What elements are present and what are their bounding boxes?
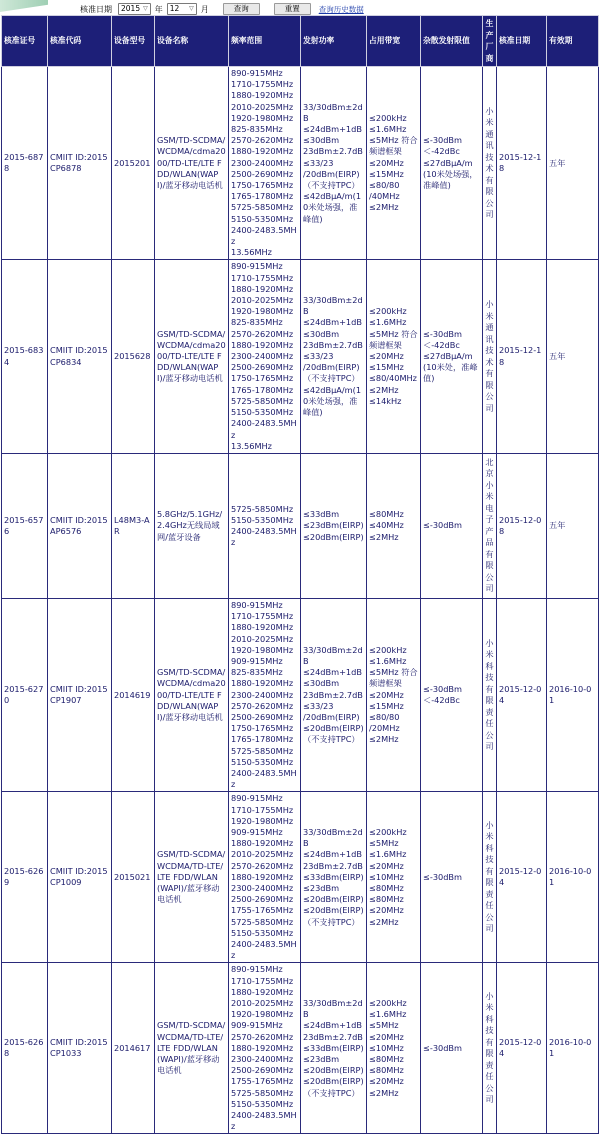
query-button[interactable]: 查询	[223, 3, 260, 15]
filter-bar	[80, 2, 364, 16]
cell-freq: 5725-5850MHz 5150-5350MHz 2400-2483.5MHz	[229, 453, 301, 598]
cell-name: GSM/TD-SCDMA/WCDMA/cdma2000/TD-LTE/LTE FDD/WLAN(WAPI)/蓝牙移动电话机	[155, 67, 229, 260]
cell-freq: 890-915MHz 1710-1755MHz 1880-1920MHz 2010-2025MHz 1920-1980MHz 909-915MHz 825-835MHz 1880-1920MHz 2300-2400MHz 2570-2620MHz 2500-2690MHz 1750-1765MHz 1765-1780MHz 5725-5850MHz 5150-5350MHz 2400-2483.5MHz	[229, 598, 301, 791]
cell-power: 33/30dBm±2dB ≤24dBm+1dB ≤30dBm 23dBm±2.7dB ≤33/23 /20dBm(EIRP) （不支持TPC） ≤42dBμA/m(10米处场强，准峰值)	[301, 67, 367, 260]
cell-cert: 2015-6834	[2, 260, 48, 453]
cell-code: CMIIT ID:2015CP1907	[48, 598, 112, 791]
approval-table	[1, 15, 599, 1134]
cell-name: 5.8GHz/5.1GHz/2.4GHz无线局域网/蓝牙设备	[155, 453, 229, 598]
chevron-down-icon: ▽	[143, 5, 148, 12]
cell-valid: 2016-10-01	[547, 792, 599, 963]
cell-code: CMIIT ID:2015AP6576	[48, 453, 112, 598]
header-spur: 杂散发射限值	[421, 16, 483, 67]
cell-freq: 890-915MHz 1710-1755MHz 1880-1920MHz 2010-2025MHz 1920-1980MHz 825-835MHz 2570-2620MHz 1880-1920MHz 2300-2400MHz 2500-2690MHz 1750-1765MHz 1765-1780MHz 5725-5850MHz 5150-5350MHz 2400-2483.5MHz 13.56MHz	[229, 67, 301, 260]
cell-maker: 小米科技有限责任公司	[483, 963, 497, 1134]
header-freq: 频率范围	[229, 16, 301, 67]
cell-cert: 2015-6576	[2, 453, 48, 598]
cell-cert: 2015-6270	[2, 598, 48, 791]
cell-maker: 小米科技有限责任公司	[483, 598, 497, 791]
table-row	[2, 963, 599, 1134]
cell-name: GSM/TD-SCDMA/WCDMA/TD-LTE/LTE FDD/WLAN(WAPI)/蓝牙移动电话机	[155, 792, 229, 963]
cell-spur: ≤-30dBm	[421, 792, 483, 963]
cell-maker: 小米科技有限责任公司	[483, 792, 497, 963]
header-code: 核准代码	[48, 16, 112, 67]
cell-valid: 五年	[547, 453, 599, 598]
header-power: 发射功率	[301, 16, 367, 67]
month-select[interactable]	[167, 3, 197, 15]
cell-freq: 890-915MHz 1710-1755MHz 1880-1920MHz 2010-2025MHz 1920-1980MHz 909-915MHz 2570-2620MHz 1880-1920MHz 2300-2400MHz 2500-2690MHz 1755-1765MHz 5725-5850MHz 5150-5350MHz 2400-2483.5MHz	[229, 963, 301, 1134]
site-logo	[0, 0, 48, 12]
cell-date: 2015-12-18	[497, 260, 547, 453]
cell-code: CMIIT ID:2015CP1009	[48, 792, 112, 963]
header-date: 核准日期	[497, 16, 547, 67]
cell-cert: 2015-6878	[2, 67, 48, 260]
cell-bw: ≤200kHz ≤1.6MHz ≤5MHz ≤20MHz ≤10MHz ≤80MHz ≤80MHz ≤20MHz ≤2MHz	[367, 963, 421, 1134]
cell-date: 2015-12-18	[497, 67, 547, 260]
cell-code: CMIIT ID:2015CP6878	[48, 67, 112, 260]
cell-name: GSM/TD-SCDMA/WCDMA/cdma2000/TD-LTE/LTE FDD/WLAN(WAPI)/蓝牙移动电话机	[155, 260, 229, 453]
cell-spur: ≤-30dBm	[421, 453, 483, 598]
header-maker: 生产厂商	[483, 16, 497, 67]
header-name: 设备名称	[155, 16, 229, 67]
header-row	[2, 16, 599, 67]
cell-date: 2015-12-04	[497, 598, 547, 791]
cell-maker: 小米通讯技术有限公司	[483, 67, 497, 260]
cell-cert: 2015-6269	[2, 792, 48, 963]
cell-freq: 890-915MHz 1710-1755MHz 1920-1980MHz 909-915MHz 1880-1920MHz 2010-2025MHz 2570-2620MHz 1880-1920MHz 2300-2400MHz 2500-2690MHz 1755-1765MHz 5725-5850MHz 5150-5350MHz 2400-2483.5MHz	[229, 792, 301, 963]
cell-maker: 小米通讯技术有限公司	[483, 260, 497, 453]
table-row	[2, 260, 599, 453]
history-link[interactable]: 查询历史数据	[318, 4, 364, 14]
cell-model: 2015021	[112, 792, 155, 963]
cell-model: 2014619	[112, 598, 155, 791]
cell-bw: ≤200kHz ≤5MHz ≤1.6MHz ≤20MHz ≤10MHz ≤80MHz ≤80MHz ≤20MHz ≤2MHz	[367, 792, 421, 963]
chevron-down-icon: ▽	[189, 5, 194, 12]
cell-bw: ≤80MHz ≤40MHz ≤2MHz	[367, 453, 421, 598]
month-value: 12	[169, 4, 180, 13]
cell-model: 2015201	[112, 67, 155, 260]
cell-maker: 北京小米电子产品有限公司	[483, 453, 497, 598]
cell-power: 33/30dBm±2dB ≤24dBm+1dB ≤30dBm 23dBm±2.7dB ≤33/23 /20dBm(EIRP) ≤20dBm(EIRP) （不支持TPC）	[301, 598, 367, 791]
table-row	[2, 67, 599, 260]
cell-bw: ≤200kHz ≤1.6MHz ≤5MHz 符合频谱框架 ≤20MHz ≤15MHz ≤80/80 /40MHz ≤2MHz	[367, 67, 421, 260]
cell-power: 33/30dBm±2dB ≤24dBm+1dB 23dBm±2.7dB ≤33dBm(EIRP) ≤23dBm ≤20dBm(EIRP) ≤20dBm(EIRP) （不支持TPC）	[301, 963, 367, 1134]
cell-freq: 890-915MHz 1710-1755MHz 1880-1920MHz 2010-2025MHz 1920-1980MHz 825-835MHz 2570-2620MHz 1880-1920MHz 2300-2400MHz 2500-2690MHz 1750-1765MHz 1765-1780MHz 5725-5850MHz 5150-5350MHz 2400-2483.5MHz 13.56MHz	[229, 260, 301, 453]
approval-date-label: 核准日期	[80, 4, 112, 14]
cell-cert: 2015-6268	[2, 963, 48, 1134]
year-select[interactable]	[118, 3, 151, 15]
header-bw: 占用带宽	[367, 16, 421, 67]
cell-code: CMIIT ID:2015CP1033	[48, 963, 112, 1134]
cell-power: ≤33dBm ≤23dBm(EIRP) ≤20dBm(EIRP)	[301, 453, 367, 598]
year-unit: 年	[154, 4, 163, 14]
cell-power: 33/30dBm±2dB ≤24dBm+1dB 23dBm±2.7dB ≤33dBm(EIRP) ≤23dBm ≤20dBm(EIRP) ≤20dBm(EIRP) （不支持TPC）	[301, 792, 367, 963]
cell-spur: ≤-30dBm	[421, 963, 483, 1134]
table-row	[2, 792, 599, 963]
reset-button[interactable]: 重置	[274, 3, 311, 15]
cell-model: 2015628	[112, 260, 155, 453]
cell-model: L48M3-AR	[112, 453, 155, 598]
table-row	[2, 453, 599, 598]
cell-spur: ≤-30dBm ＜-42dBc	[421, 598, 483, 791]
cell-name: GSM/TD-SCDMA/WCDMA/TD-LTE/LTE FDD/WLAN(WAPI)/蓝牙移动电话机	[155, 963, 229, 1134]
cell-valid: 五年	[547, 67, 599, 260]
table-row	[2, 598, 599, 791]
header-valid: 有效期	[547, 16, 599, 67]
cell-model: 2014617	[112, 963, 155, 1134]
year-value: 2015	[121, 4, 141, 13]
cell-valid: 2016-10-01	[547, 598, 599, 791]
cell-valid: 五年	[547, 260, 599, 453]
cell-power: 33/30dBm±2dB ≤24dBm+1dB ≤30dBm 23dBm±2.7dB ≤33/23 /20dBm(EIRP) （不支持TPC） ≤42dBμA/m(10米处场强，准峰值)	[301, 260, 367, 453]
cell-date: 2015-12-08	[497, 453, 547, 598]
header-cert: 核准证号	[2, 16, 48, 67]
cell-valid: 2016-10-01	[547, 963, 599, 1134]
cell-bw: ≤200kHz ≤1.6MHz ≤5MHz 符合频谱框架 ≤20MHz ≤15MHz ≤80/40MHz ≤2MHz ≤14kHz	[367, 260, 421, 453]
cell-name: GSM/TD-SCDMA/WCDMA/cdma2000/TD-LTE/LTE FDD/WLAN(WAPI)/蓝牙移动电话机	[155, 598, 229, 791]
header-model: 设备型号	[112, 16, 155, 67]
cell-spur: ≤-30dBm ＜-42dBc ≤27dBμA/m(10米处，准峰值)	[421, 260, 483, 453]
cell-code: CMIIT ID:2015CP6834	[48, 260, 112, 453]
month-unit: 月	[200, 4, 209, 14]
cell-spur: ≤-30dBm ＜-42dBc ≤27dBμA/m(10米处场强，准峰值)	[421, 67, 483, 260]
cell-date: 2015-12-04	[497, 792, 547, 963]
cell-date: 2015-12-04	[497, 963, 547, 1134]
cell-bw: ≤200kHz ≤1.6MHz ≤5MHz 符合频谱框架 ≤20MHz ≤15MHz ≤80/80 /20MHz ≤2MHz	[367, 598, 421, 791]
